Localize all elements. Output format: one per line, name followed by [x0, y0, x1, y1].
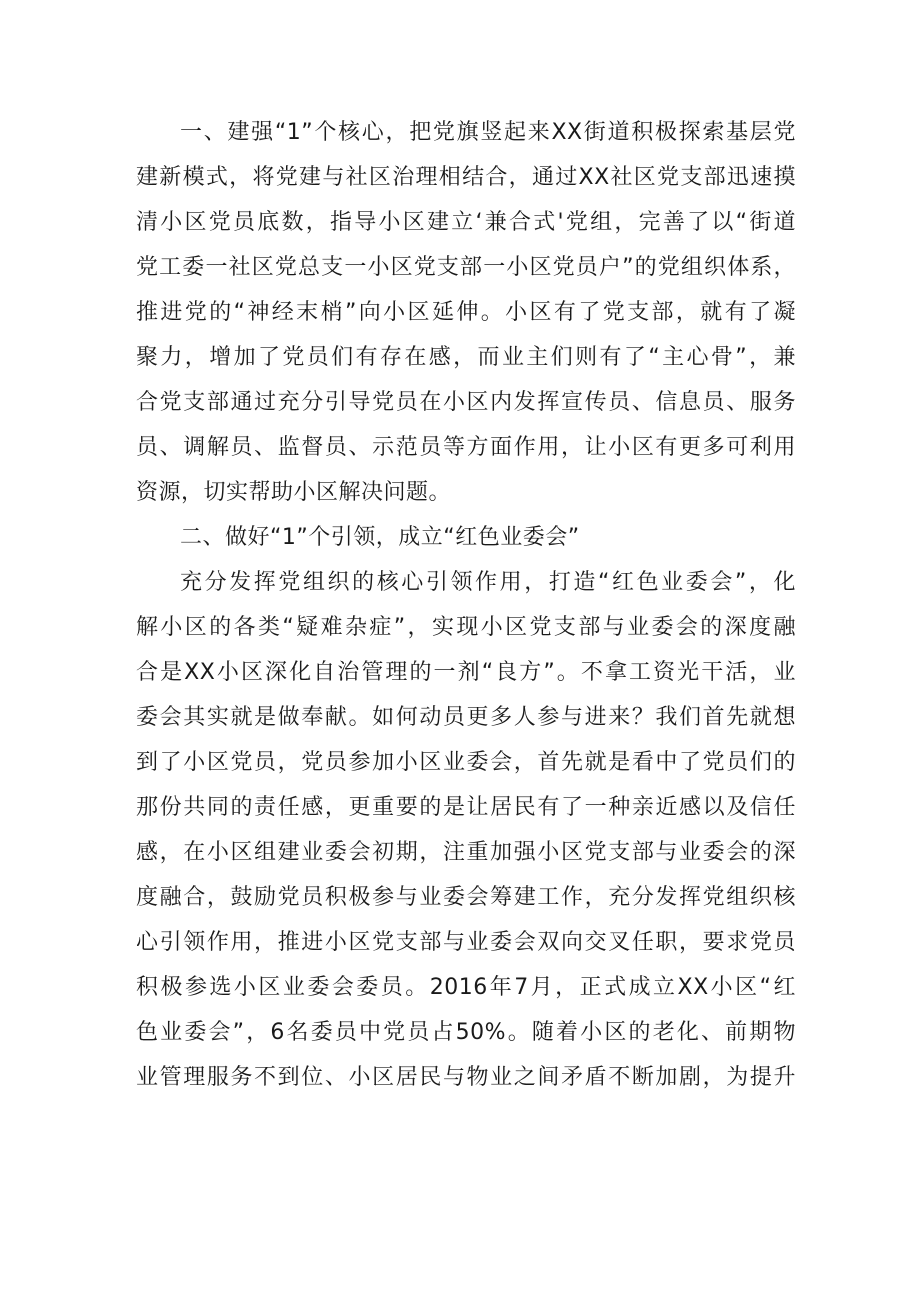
paragraph-1 — [136, 110, 796, 515]
document-page — [136, 110, 796, 1100]
paragraph-1-line: 一、建强“1”个核心，把党旗竖起来XX街道积极探索基层党 — [180, 120, 796, 145]
paragraph-2-line: 色业委会”，6名委员中党员占50%。随着小区的老化、前期物 — [136, 1020, 796, 1045]
paragraph-1-line: 资源，切实帮助小区解决问题。 — [136, 480, 452, 505]
paragraph-1-line: 合党支部通过充分引导党员在小区内发挥宣传员、信息员、服务 — [136, 390, 796, 415]
paragraph-2-line: 心引领作用，推进小区党支部与业委会双向交叉任职，要求党员 — [136, 930, 796, 955]
paragraph-2-line: 感，在小区组建业委会初期，注重加强小区党支部与业委会的深 — [136, 840, 796, 865]
paragraph-2-line: 业管理服务不到位、小区居民与物业之间矛盾不断加剧，为提升 — [136, 1065, 796, 1090]
paragraph-1-line: 清小区党员底数，指导小区建立‘兼合式'党组，完善了以“街道 — [136, 210, 796, 235]
paragraph-1-line: 建新模式，将党建与社区治理相结合，通过XX社区党支部迅速摸 — [136, 165, 796, 190]
paragraph-2-line: 到了小区党员，党员参加小区业委会，首先就是看中了党员们的 — [136, 750, 796, 775]
paragraph-2-line: 解小区的各类“疑难杂症”，实现小区党支部与业委会的深度融 — [136, 615, 797, 640]
paragraph-2 — [136, 560, 796, 1100]
section-heading-2: 二、做好“1”个引领，成立“红色业委会” — [180, 525, 580, 550]
paragraph-1-line: 党工委一社区党总支一小区党支部一小区党员户”的党组织体系， — [136, 255, 796, 280]
paragraph-2-line: 那份共同的责任感，更重要的是让居民有了一种亲近感以及信任 — [136, 795, 796, 820]
paragraph-2-line: 积极参选小区业委会委员。2016年7月，正式成立XX小区“红 — [136, 975, 796, 1000]
paragraph-2-line: 度融合，鼓励党员积极参与业委会筹建工作，充分发挥党组织核 — [136, 885, 796, 910]
paragraph-2-line: 合是XX小区深化自治管理的一剂“良方”。不拿工资光干活，业 — [136, 660, 796, 685]
paragraph-1-line: 推进党的“神经末梢”向小区延伸。小区有了党支部，就有了凝 — [136, 300, 797, 325]
paragraph-2-line: 充分发挥党组织的核心引领作用，打造“红色业委会”，化 — [180, 570, 796, 595]
paragraph-2-line: 委会其实就是做奉献。如何动员更多人参与进来？我们首先就想 — [136, 705, 796, 730]
paragraph-1-line: 聚力，增加了党员们有存在感，而业主们则有了“主心骨”，兼 — [136, 345, 797, 370]
paragraph-1-line: 员、调解员、监督员、示范员等方面作用，让小区有更多可利用 — [136, 435, 796, 460]
